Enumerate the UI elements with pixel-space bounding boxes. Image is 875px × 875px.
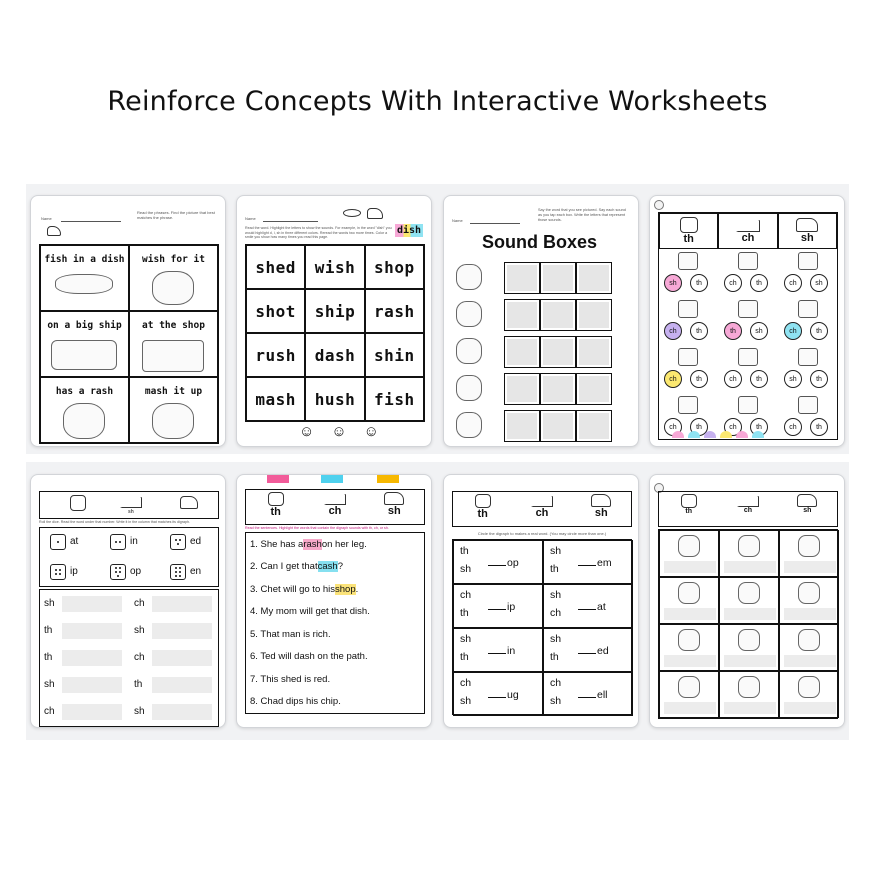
- cheese-icon: [324, 494, 346, 505]
- word-ending: en: [190, 566, 202, 577]
- child-picture: [152, 403, 194, 439]
- digraph-choice[interactable]: th: [810, 322, 828, 340]
- header-images: th ch sh: [245, 489, 425, 525]
- word-ending: at: [578, 601, 606, 613]
- digraph-option[interactable]: th: [550, 563, 559, 575]
- word-cell[interactable]: shin: [365, 333, 424, 377]
- digraph-choice[interactable]: ch: [724, 370, 742, 388]
- worksheet-card-roll-write[interactable]: [30, 474, 226, 728]
- sound-box[interactable]: [576, 336, 612, 368]
- name-label: Name: [41, 216, 52, 221]
- phrase-cell[interactable]: wish for it: [129, 245, 218, 311]
- name-line: [470, 223, 520, 224]
- cell-picture: [798, 300, 818, 318]
- cell-picture: [738, 252, 758, 270]
- write-box[interactable]: [784, 608, 836, 620]
- write-box[interactable]: [62, 596, 122, 612]
- ship-picture: [51, 340, 117, 370]
- word-ending: ell: [578, 689, 608, 701]
- shop-picture: [142, 340, 204, 372]
- write-box[interactable]: [664, 655, 716, 667]
- smile-icon[interactable]: ☺: [331, 423, 347, 440]
- sound-box[interactable]: [576, 299, 612, 331]
- cell-picture: [678, 535, 700, 557]
- dice-cell[interactable]: [160, 558, 220, 588]
- digraph-word-cell[interactable]: [453, 584, 543, 628]
- picture-cell[interactable]: [659, 577, 719, 624]
- yellow-tab: [377, 475, 399, 483]
- phrase-cell[interactable]: fish in a dish: [40, 245, 129, 311]
- word-cell[interactable]: shot: [246, 289, 305, 333]
- phrase-cell[interactable]: mash it up: [129, 377, 218, 443]
- digraph-choice[interactable]: ch: [784, 322, 802, 340]
- smile-icon[interactable]: ☺: [299, 423, 315, 440]
- sound-box[interactable]: [540, 373, 576, 405]
- cell-picture: [738, 396, 758, 414]
- thumb-icon: [70, 495, 86, 511]
- word-ending: op: [130, 566, 142, 577]
- sound-box[interactable]: [576, 373, 612, 405]
- header-cell: sh: [778, 213, 837, 249]
- cell-picture: [678, 582, 700, 604]
- digraph-word-cell[interactable]: [543, 672, 633, 716]
- digraph-choice[interactable]: ch: [724, 274, 742, 292]
- picture-cell[interactable]: [719, 624, 779, 671]
- sentence[interactable]: 8. Chad dips his chip.: [250, 696, 341, 708]
- sound-box[interactable]: [540, 410, 576, 442]
- worksheet-card-digraph-circles[interactable]: [649, 195, 845, 447]
- dice-cell[interactable]: [40, 558, 100, 588]
- sort-columns: [39, 589, 219, 727]
- digraph-choice[interactable]: th: [690, 322, 708, 340]
- digraph-label: ch: [134, 598, 145, 609]
- thumb-icon: [475, 494, 491, 508]
- cell-picture: [798, 396, 818, 414]
- word-ending: in: [488, 645, 515, 657]
- digraph-word-cell[interactable]: [453, 628, 543, 672]
- sound-box[interactable]: [540, 336, 576, 368]
- sound-box[interactable]: [504, 336, 540, 368]
- word-ending: ug: [488, 689, 519, 701]
- dish-badge: dish: [397, 225, 422, 236]
- dice-icon: [170, 564, 186, 580]
- sentence[interactable]: 2. Can I get that cash ?: [250, 561, 343, 573]
- speaker-icon: [654, 200, 664, 210]
- picture-cell[interactable]: [719, 577, 779, 624]
- word-grid: [245, 244, 425, 422]
- sound-box[interactable]: [540, 299, 576, 331]
- child-picture: [63, 403, 105, 439]
- word-cell[interactable]: rash: [365, 289, 424, 333]
- digraph-choice[interactable]: ch: [784, 418, 802, 436]
- cell-picture: [678, 396, 698, 414]
- word-cell[interactable]: hush: [305, 377, 364, 421]
- digraph-option[interactable]: sh: [460, 633, 472, 645]
- cell-picture: [798, 535, 820, 557]
- word-cell[interactable]: fish: [365, 377, 424, 421]
- write-box[interactable]: [724, 702, 776, 714]
- write-box[interactable]: [664, 702, 716, 714]
- child-picture: [152, 271, 194, 305]
- dice-cell[interactable]: [160, 528, 220, 558]
- header-images: th ch sh: [658, 491, 838, 527]
- worksheet-card-word-highlight[interactable]: [236, 195, 432, 447]
- sound-picture: [456, 412, 482, 438]
- digraph-label: sh: [44, 598, 55, 609]
- cheese-icon: [737, 496, 759, 507]
- instructions: Read the word. Highlight the letters to show the sounds. For example, in the word "dish" you would highlight d, i, sh in three different colors. Reread the words two more times. Color a smile you show how many times you read this page.: [245, 226, 392, 239]
- cell-picture: [678, 300, 698, 318]
- word-ending: at: [70, 536, 79, 547]
- word-ending: ed: [578, 645, 609, 657]
- picture-cell[interactable]: [659, 671, 719, 718]
- digraph-label: ch: [44, 706, 55, 717]
- sentence[interactable]: 7. This shed is red.: [250, 673, 331, 685]
- write-box[interactable]: [152, 650, 212, 666]
- picture-cell[interactable]: [779, 671, 839, 718]
- digraph-label: th: [44, 652, 53, 663]
- digraph-choice[interactable]: th: [750, 274, 768, 292]
- cell-picture: [678, 348, 698, 366]
- cell-picture: [678, 676, 700, 698]
- digraph-option[interactable]: sh: [550, 589, 562, 601]
- digraph-word-cell[interactable]: [453, 540, 543, 584]
- cell-picture: [798, 348, 818, 366]
- picture-cell[interactable]: [779, 577, 839, 624]
- write-box[interactable]: [152, 677, 212, 693]
- header-images: sh: [39, 491, 219, 519]
- thumb-icon: [268, 492, 284, 506]
- phrase-cell[interactable]: has a rash: [40, 377, 129, 443]
- highlighted-word[interactable]: rash: [303, 538, 322, 550]
- digraph-option[interactable]: ch: [460, 677, 472, 689]
- sentence[interactable]: 6. Ted will dash on the path.: [250, 651, 368, 663]
- dice-icon: [50, 564, 66, 580]
- lips-icon: [343, 209, 361, 217]
- sound-box[interactable]: [504, 262, 540, 294]
- digraph-choice[interactable]: ch: [664, 418, 682, 436]
- digraph-label: sh: [44, 679, 55, 690]
- dice-icon: [110, 564, 126, 580]
- header-images: th ch sh: [452, 491, 632, 527]
- picture-cell[interactable]: [779, 624, 839, 671]
- dice-cell[interactable]: [40, 528, 100, 558]
- sound-box[interactable]: [576, 410, 612, 442]
- sound-boxes-title: Sound Boxes: [482, 232, 598, 252]
- circle-digraph-grid: [452, 539, 632, 715]
- cell-picture: [738, 535, 760, 557]
- cell-picture: [678, 252, 698, 270]
- sound-box[interactable]: [504, 373, 540, 405]
- shoe-icon: [180, 496, 198, 509]
- write-box[interactable]: [724, 608, 776, 620]
- word-cell[interactable]: dash: [305, 333, 364, 377]
- word-ending: ip: [70, 566, 78, 577]
- shoe-icon: [591, 494, 611, 507]
- cell-picture: [738, 582, 760, 604]
- sound-picture: [456, 301, 482, 327]
- smile-row: [299, 424, 379, 439]
- digraph-choice[interactable]: th: [810, 370, 828, 388]
- cell-picture: [738, 300, 758, 318]
- highlighted-word[interactable]: shop: [335, 583, 356, 595]
- write-box[interactable]: [152, 704, 212, 720]
- name-line: [263, 221, 318, 222]
- digraph-option[interactable]: sh: [550, 695, 562, 707]
- cell-picture: [738, 348, 758, 366]
- write-box[interactable]: [62, 704, 122, 720]
- sentence[interactable]: 5. That man is rich.: [250, 628, 331, 640]
- digraph-choice[interactable]: th: [690, 418, 708, 436]
- word-cell[interactable]: shop: [365, 245, 424, 289]
- digraph-option[interactable]: th: [460, 607, 469, 619]
- instructions: Read the phrases. Find the picture that best matches the phrase.: [137, 210, 215, 220]
- word-ending: em: [578, 557, 612, 569]
- cheese-icon: [736, 220, 760, 232]
- dish-picture: [55, 274, 113, 294]
- shoe-icon: [796, 218, 818, 232]
- page-headline: Reinforce Concepts With Interactive Worksheets: [107, 86, 768, 117]
- cell-picture: [678, 629, 700, 651]
- shoe-icon: [367, 208, 383, 219]
- write-box[interactable]: [724, 655, 776, 667]
- picture-cell[interactable]: [719, 671, 779, 718]
- dice-grid: [39, 527, 219, 587]
- word-ending: ed: [190, 536, 202, 547]
- word-cell[interactable]: wish: [305, 245, 364, 289]
- write-box[interactable]: [62, 623, 122, 639]
- worksheet-card-sentences[interactable]: [236, 474, 432, 728]
- word-ending: in: [130, 536, 138, 547]
- sound-box[interactable]: [504, 410, 540, 442]
- digraph-option[interactable]: ch: [460, 589, 472, 601]
- digraph-option[interactable]: sh: [550, 633, 562, 645]
- name-label: Name: [245, 216, 256, 221]
- shoe-icon: [47, 226, 61, 236]
- instructions: Say the word that you see pictured. Say each sound as you tap each box. Write the letters that represent those sounds.: [538, 208, 626, 222]
- sentence-list: [245, 532, 425, 714]
- digraph-word-cell[interactable]: [543, 584, 633, 628]
- cell-picture: [738, 676, 760, 698]
- digraph-option[interactable]: ch: [550, 677, 562, 689]
- digraph-choice[interactable]: th: [690, 370, 708, 388]
- dice-cell[interactable]: [100, 558, 160, 588]
- word-cell[interactable]: mash: [246, 377, 305, 421]
- sentence[interactable]: 1. She has a rash on her leg.: [250, 538, 367, 550]
- digraph-option[interactable]: th: [550, 651, 559, 663]
- cell-picture: [798, 582, 820, 604]
- dice-icon: [170, 534, 186, 550]
- sentence[interactable]: 4. My mom will get that dish.: [250, 606, 370, 618]
- digraph-word-cell[interactable]: [543, 540, 633, 584]
- instructions: Roll the dice. Read the word under that number. Write it in the column that matches its digraph.: [39, 520, 190, 524]
- thumb-icon: [680, 217, 698, 233]
- cell-picture: [798, 629, 820, 651]
- digraph-choice[interactable]: ch: [784, 274, 802, 292]
- phrase-cell[interactable]: on a big ship: [40, 311, 129, 377]
- digraph-choice[interactable]: th: [750, 418, 768, 436]
- instructions: Read the sentences. Highlight the words that contain the digraph sounds with th, ch, or sh.: [245, 526, 389, 530]
- shoe-icon: [797, 494, 817, 507]
- digraph-choice[interactable]: th: [810, 418, 828, 436]
- digraph-choice[interactable]: ch: [664, 370, 682, 388]
- sound-box[interactable]: [576, 262, 612, 294]
- blue-tab: [321, 475, 343, 483]
- worksheet-card-phrase-match[interactable]: [30, 195, 226, 447]
- digraph-option[interactable]: sh: [550, 545, 562, 557]
- digraph-choice[interactable]: ch: [664, 322, 682, 340]
- dice-icon: [110, 534, 126, 550]
- digraph-word-cell[interactable]: [453, 672, 543, 716]
- word-cell[interactable]: rush: [246, 333, 305, 377]
- picture-write-grid: [658, 529, 838, 719]
- digraph-choice[interactable]: th: [750, 370, 768, 388]
- digraph-option[interactable]: th: [460, 545, 469, 557]
- digraph-choice[interactable]: th: [724, 322, 742, 340]
- digraph-choice[interactable]: sh: [784, 370, 802, 388]
- digraph-option[interactable]: sh: [460, 695, 472, 707]
- worksheet-card-circle-digraph[interactable]: [443, 474, 639, 728]
- write-box[interactable]: [62, 677, 122, 693]
- digraph-label: sh: [134, 625, 145, 636]
- write-box[interactable]: [784, 655, 836, 667]
- sentence[interactable]: 3. Chet will go to his shop .: [250, 583, 359, 595]
- cheese-icon: [120, 497, 142, 508]
- picture-cell[interactable]: [779, 530, 839, 577]
- write-box[interactable]: [152, 623, 212, 639]
- picture-cell[interactable]: [659, 530, 719, 577]
- sound-picture: [456, 264, 482, 290]
- shoe-icon: [384, 492, 404, 505]
- digraph-choice[interactable]: sh: [750, 322, 768, 340]
- sound-box[interactable]: [540, 262, 576, 294]
- name-line: [61, 221, 121, 222]
- cell-picture: [738, 629, 760, 651]
- write-box[interactable]: [784, 561, 836, 573]
- word-ending: ip: [488, 601, 515, 613]
- picture-cell[interactable]: [659, 624, 719, 671]
- digraph-word-cell[interactable]: [543, 628, 633, 672]
- picture-cell[interactable]: [719, 530, 779, 577]
- smile-icon[interactable]: ☺: [363, 423, 379, 440]
- digraph-label: th: [134, 679, 143, 690]
- cheese-icon: [531, 496, 553, 507]
- digraph-option[interactable]: sh: [460, 563, 472, 575]
- phrase-grid: [39, 244, 219, 444]
- digraph-choice[interactable]: sh: [810, 274, 828, 292]
- cell-picture: [798, 252, 818, 270]
- write-box[interactable]: [62, 650, 122, 666]
- digraph-choice[interactable]: sh: [664, 274, 682, 292]
- cell-picture: [798, 676, 820, 698]
- thumb-icon: [681, 494, 697, 508]
- name-label: Name: [452, 218, 463, 223]
- write-box[interactable]: [664, 561, 716, 573]
- digraph-label: ch: [134, 652, 145, 663]
- digraph-choice[interactable]: ch: [724, 418, 742, 436]
- word-cell[interactable]: ship: [305, 289, 364, 333]
- digraph-option[interactable]: ch: [550, 607, 562, 619]
- sound-box[interactable]: [504, 299, 540, 331]
- word-cell[interactable]: shed: [246, 245, 305, 289]
- instructions: Circle the digraph to makes a real word. (You may circle more than one.): [477, 531, 607, 536]
- phrase-cell[interactable]: at the shop: [129, 311, 218, 377]
- sound-picture: [456, 338, 482, 364]
- write-box[interactable]: [784, 702, 836, 714]
- write-box[interactable]: [724, 561, 776, 573]
- pink-tab: [267, 475, 289, 483]
- header-cell: ch: [718, 213, 777, 249]
- digraph-label: th: [44, 625, 53, 636]
- digraph-label: sh: [134, 706, 145, 717]
- write-box[interactable]: [152, 596, 212, 612]
- digraph-choice[interactable]: th: [690, 274, 708, 292]
- write-box[interactable]: [664, 608, 716, 620]
- highlighted-word[interactable]: cash: [317, 561, 338, 573]
- digraph-option[interactable]: th: [460, 651, 469, 663]
- sound-picture: [456, 375, 482, 401]
- dice-cell[interactable]: [100, 528, 160, 558]
- dice-icon: [50, 534, 66, 550]
- worksheet-card-picture-write[interactable]: [649, 474, 845, 728]
- word-ending: op: [488, 557, 519, 569]
- header-cell: th: [659, 213, 718, 249]
- worksheet-card-sound-boxes[interactable]: [443, 195, 639, 447]
